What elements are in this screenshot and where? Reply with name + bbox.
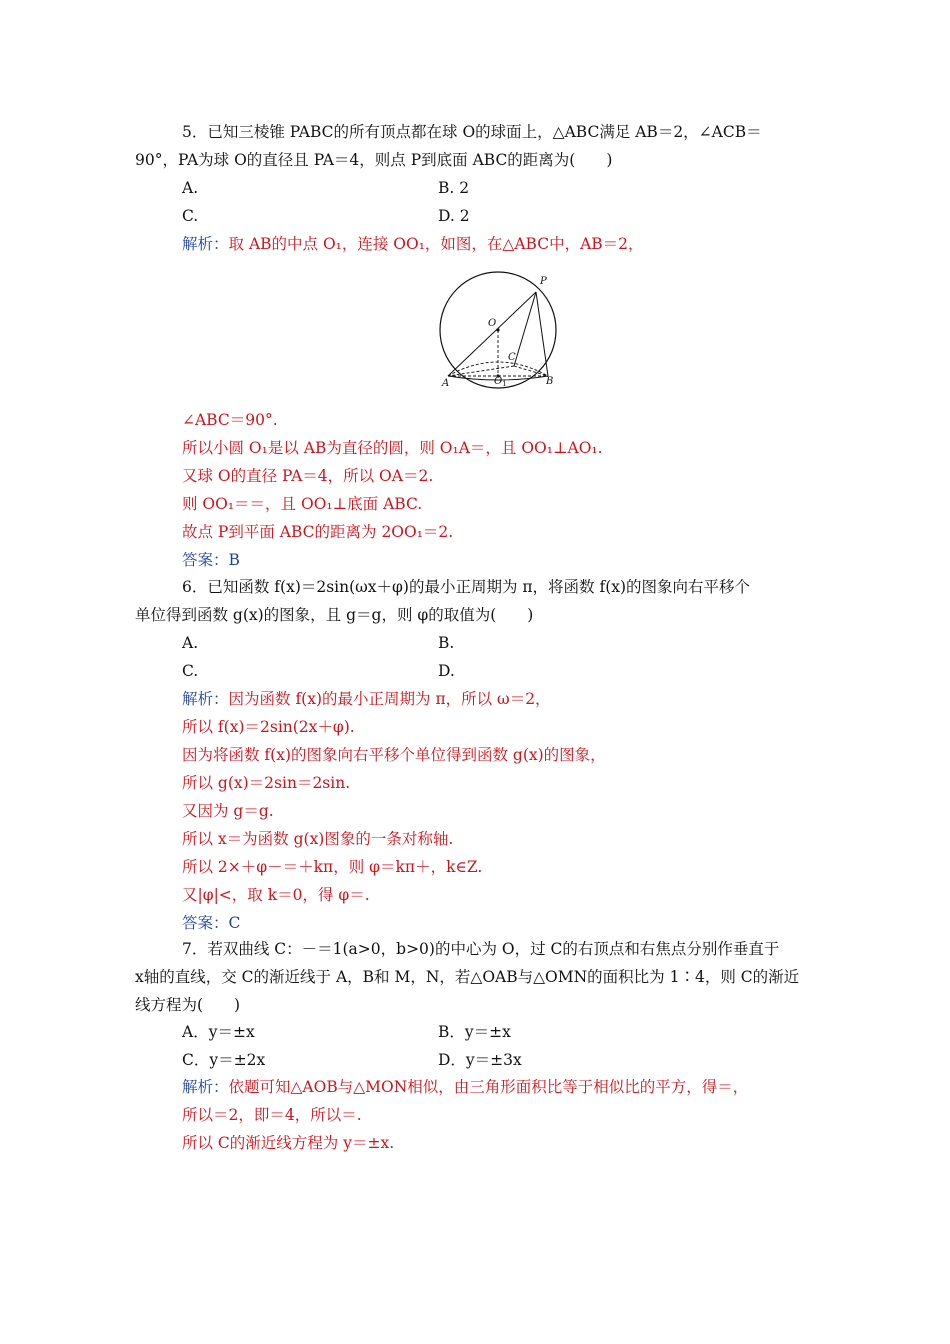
q6-solution-label: 解析： <box>182 690 229 708</box>
q6-answer: 答案：C <box>182 914 241 932</box>
q7-option-c: C．y＝±2x <box>182 1051 266 1069</box>
q5-solution-label: 解析： <box>182 235 229 253</box>
q5-answer: 答案：B <box>182 551 240 569</box>
figure-label-a: A <box>442 378 450 389</box>
figure-label-b: B <box>546 376 554 387</box>
q5-stem-line-1: 5．已知三棱锥 PABC的所有顶点都在球 O的球面上，△ABC满足 AB＝2，∠ACB＝ <box>182 123 762 141</box>
q5-solution-line-4: 又球 O的直径 PA＝4，所以 OA＝2. <box>182 467 434 485</box>
figure-label-c: C <box>508 352 516 363</box>
q6-option-a: A. <box>182 634 199 652</box>
q7-stem-line-2: x轴的直线，交 C的渐近线于 A，B和 M，N，若△OAB与△OMN的面积比为 1∶4，则 C的渐近 <box>135 968 800 986</box>
sphere-pyramid-figure <box>430 268 570 398</box>
q7-stem-line-1: 7．若双曲线 C：－＝1(a>0，b>0)的中心为 O，过 C的右顶点和右焦点分别作垂直于 <box>182 940 780 958</box>
q6-solution-line-8: 又|φ|<，取 k＝0，得 φ＝. <box>182 886 370 904</box>
q5-solution-line-3: 所以小圆 O₁是以 AB为直径的圆，则 O₁A＝，且 OO₁⊥AO₁. <box>182 439 603 457</box>
q5-solution-text: 取 AB的中点 O₁，连接 OO₁，如图，在△ABC中，AB＝2， <box>228 235 644 253</box>
figure-label-o1-sub: 1 <box>502 380 507 388</box>
q6-solution-line-7: 所以 2×＋φ－＝＋kπ，则 φ＝kπ＋，k∈Z. <box>182 858 483 876</box>
q7-solution-line-2: 所以＝2，即＝4，所以＝. <box>182 1106 362 1124</box>
q6-solution-line-6: 所以 x＝为函数 g(x)图象的一条对称轴. <box>182 830 454 848</box>
q5-solution-line-5: 则 OO₁＝＝，且 OO₁⊥底面 ABC. <box>182 495 423 513</box>
q5-solution-line-6: 故点 P到平面 ABC的距离为 2OO₁＝2. <box>182 523 454 541</box>
figure-label-p: P <box>540 276 547 287</box>
q7-solution-line-3: 所以 C的渐近线方程为 y＝±x. <box>182 1134 395 1152</box>
q5-stem-line-2: 90°，PA为球 O的直径且 PA＝4，则点 P到底面 ABC的距离为( ) <box>135 151 613 169</box>
q5-option-b: B. 2 <box>438 179 470 197</box>
q6-solution-line-4: 所以 g(x)＝2sin＝2sin. <box>182 774 351 792</box>
figure-label-o1 <box>494 376 507 388</box>
q6-option-d: D. <box>438 662 455 680</box>
q7-option-b: B．y＝±x <box>438 1023 511 1041</box>
q6-option-c: C. <box>182 662 199 680</box>
q6-stem-line-1: 6．已知函数 f(x)＝2sin(ωx＋φ)的最小正周期为 π，将函数 f(x)的图象向右平移个 <box>182 578 751 596</box>
q6-solution-text: 因为函数 f(x)的最小正周期为 π，所以 ω＝2， <box>228 690 551 708</box>
q7-option-a: A．y＝±x <box>182 1023 255 1041</box>
q7-solution-line-1 <box>182 1077 748 1097</box>
q7-solution-text: 依题可知△AOB与△MON相似，由三角形面积比等于相似比的平方，得＝， <box>228 1078 749 1096</box>
q6-solution-line-1 <box>182 689 551 709</box>
q5-option-a: A. <box>182 179 199 197</box>
q5-option-c: C. <box>182 207 199 225</box>
figure-label-o: O <box>488 318 497 329</box>
q5-solution-line-1 <box>182 234 644 254</box>
q7-option-d: D．y＝±3x <box>438 1051 522 1069</box>
q6-option-b: B. <box>438 634 455 652</box>
q6-solution-line-2: 所以 f(x)＝2sin(2x＋φ). <box>182 718 355 736</box>
q7-stem-line-3: 线方程为( ) <box>135 996 241 1014</box>
q6-solution-line-5: 又因为 g＝g. <box>182 802 274 820</box>
q5-solution-line-2: ∠ABC＝90°. <box>182 411 278 429</box>
q6-solution-line-3: 因为将函数 f(x)的图象向右平移个单位得到函数 g(x)的图象， <box>182 746 606 764</box>
q7-solution-label: 解析： <box>182 1078 229 1096</box>
q6-stem-line-2: 单位得到函数 g(x)的图象，且 g＝g，则 φ的取值为( ) <box>135 606 534 624</box>
figure-label-o1-main: O <box>494 376 503 387</box>
q5-option-d: D. 2 <box>438 207 470 225</box>
